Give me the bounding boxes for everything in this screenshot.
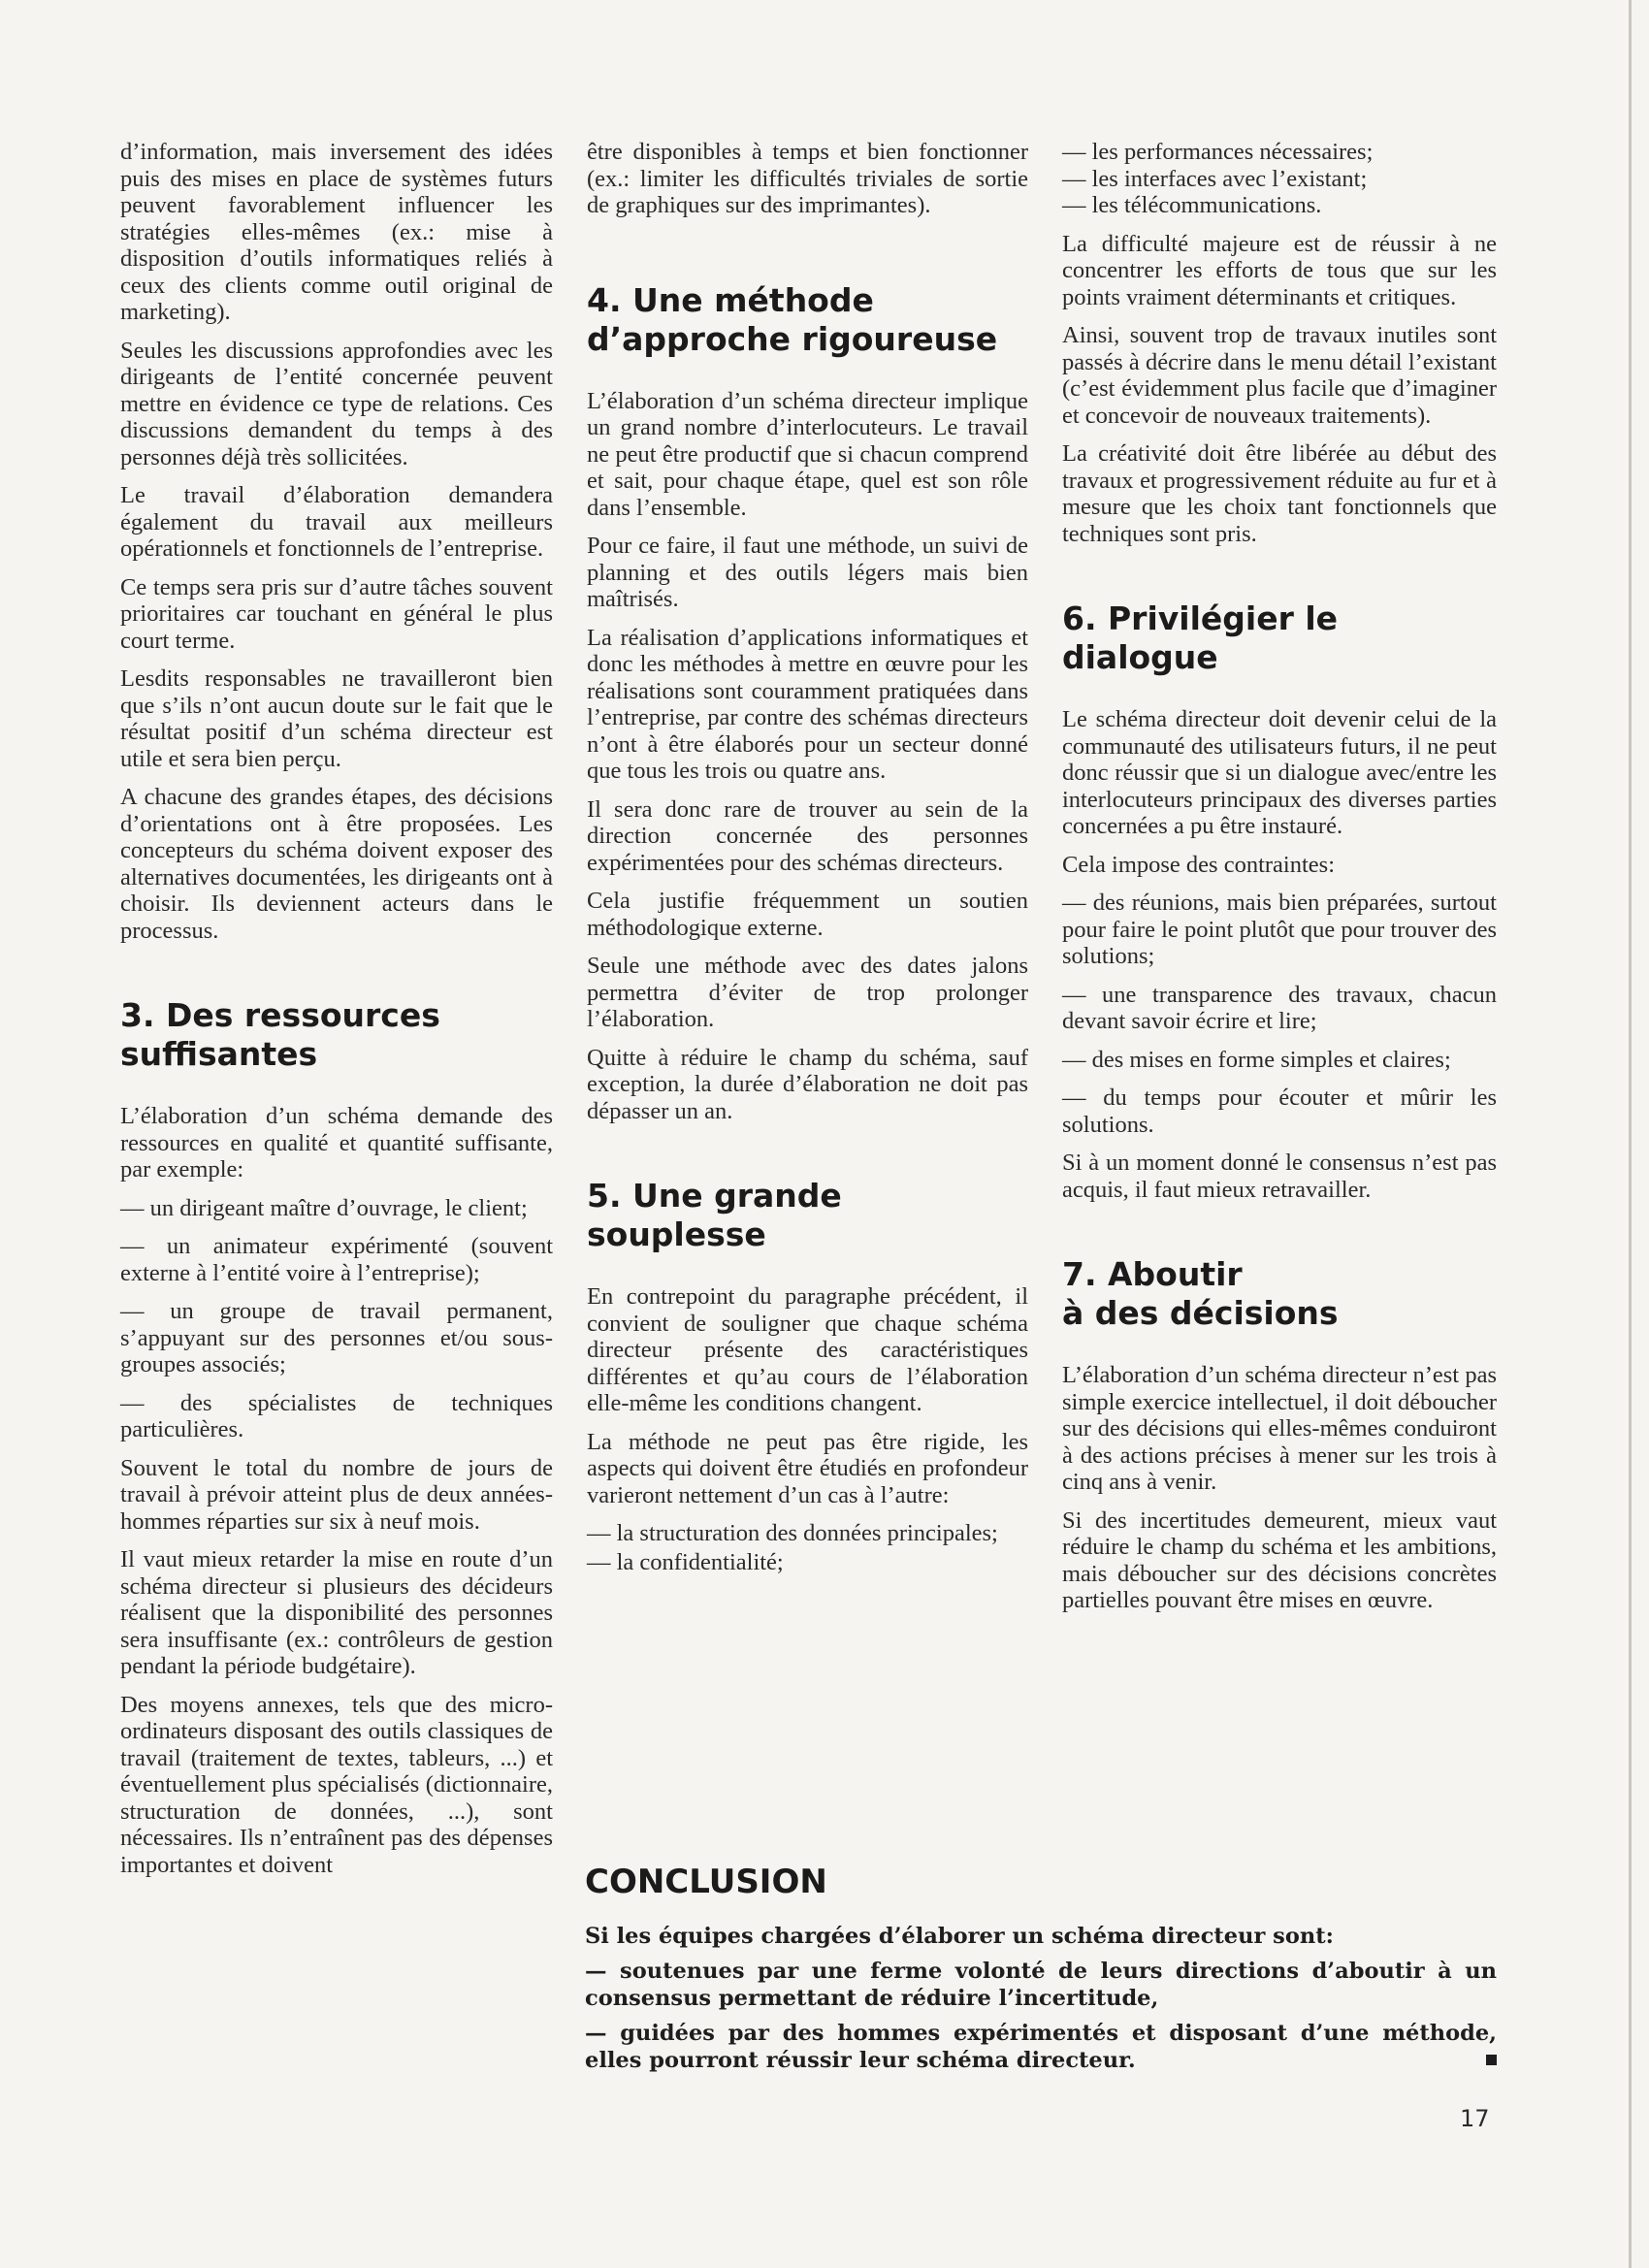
paragraph: La difficulté majeure est de réussir à ne concentrer les efforts de tous que sur les points vraiment déterminants et critiques. (1062, 230, 1497, 310)
conclusion-paragraph: Si les équipes chargées d’élaborer un schéma directeur sont: (585, 1924, 1334, 1949)
conclusion-title: CONCLUSION (585, 1863, 827, 1901)
paragraph: La méthode ne peut pas être rigide, les aspects qui doivent être étudiés en profondeur varieront nettement d’un cas à l’autre: (587, 1428, 1028, 1508)
heading-line: d’approche rigoureuse (587, 319, 998, 358)
heading-line: 6. Privilégier le dialogue (1062, 599, 1339, 676)
list-item: — des spécialistes de techniques particulières. (120, 1389, 553, 1442)
heading-line: 4. Une méthode (587, 280, 874, 319)
list-item: — des mises en forme simples et claires; (1062, 1046, 1451, 1073)
section-heading-6 (1062, 599, 1497, 677)
heading-line: 5. Une grande (587, 1177, 842, 1215)
list-item: — un groupe de travail permanent, s’appuyant sur des personnes et/ou sous-groupes associés; (120, 1298, 553, 1377)
paragraph: En contrepoint du paragraphe précédent, il convient de souligner que chaque schéma directeur présente des caractéristiques différentes et qu’au cours de l’élaboration elle-même les conditions changent. (587, 1283, 1028, 1416)
heading-line: à des décisions (1062, 1294, 1339, 1332)
paragraph: Le travail d’élaboration demandera également du travail aux meilleurs opérationnels et fonctionnels de l’entreprise. (120, 482, 553, 562)
conclusion-paragraph (585, 2020, 1497, 2074)
paragraph: Si à un moment donné le consensus n’est pas acquis, il faut mieux retravailler. (1062, 1150, 1497, 1203)
section-heading-7 (1062, 1255, 1497, 1333)
paragraph: Cela justifie fréquemment un soutien méthodologique externe. (587, 888, 1028, 941)
section-heading-3 (120, 996, 553, 1074)
paragraph: Seule une méthode avec des dates jalons permettra d’éviter de trop prolonger l’élaboration. (587, 953, 1028, 1032)
heading-line: souplesse (587, 1215, 766, 1253)
list-item: — un dirigeant maître d’ouvrage, le client; (120, 1194, 528, 1221)
paragraph: Pour ce faire, il faut une méthode, un suivi de planning et des outils légers mais bien maîtrisés. (587, 533, 1028, 612)
list-item: — la structuration des données principales; (587, 1520, 998, 1546)
paragraph: d’information, mais inversement des idées puis des mises en place de systèmes futurs peuvent favorablement influencer les stratégies elles-mêmes (ex.: mise à disposition d’outils informatiques reliés à ceux des clients comme outil original de marketing). (120, 139, 553, 325)
list-item: — du temps pour écouter et mûrir les solutions. (1062, 1085, 1497, 1138)
list-item: — des réunions, mais bien préparées, surtout pour faire le point plutôt que pour trouver des solutions; (1062, 890, 1497, 969)
heading-line: 3. Des ressources (120, 996, 440, 1034)
paragraph: La réalisation d’applications informatiques et donc les méthodes à mettre en œuvre pour les réalisations sont couramment pratiquées dans l’entreprise, par contre des schémas directeurs n’ont à être élaborés pour un secteur donné que tous les trois ou quatre ans. (587, 624, 1028, 784)
list-item: — la confidentialité; (587, 1548, 784, 1575)
column-1 (120, 139, 553, 1890)
paragraph: Ce temps sera pris sur d’autre tâches souvent prioritaires car touchant en général le plus court terme. (120, 573, 553, 654)
heading-line: 7. Aboutir (1062, 1255, 1243, 1293)
paragraph: L’élaboration d’un schéma demande des ressources en qualité et quantité suffisante, par exemple: (120, 1103, 553, 1183)
section-heading-5 (587, 1177, 1028, 1254)
paragraph: La créativité doit être libérée au début des travaux et progressivement réduite au fur et à mesure que les choix tant fonctionnels que techniques sont pris. (1062, 440, 1497, 547)
page-edge (1629, 0, 1632, 2268)
column-3 (1062, 139, 1497, 1626)
page-number: 17 (1460, 2105, 1490, 2132)
list-item: — les interfaces avec l’existant; (1062, 165, 1368, 192)
paragraph: Il vaut mieux retarder la mise en route d’un schéma directeur si plusieurs des décideurs réalisent que la disponibilité des personnes sera insuffisante (ex.: contrôleurs de gestion pendant la période budgétaire). (120, 1546, 553, 1679)
paragraph: Seules les discussions approfondies avec les dirigeants de l’entité concernée peuvent mettre en évidence ce type de relations. Ces discussions demandent du temps à des personnes déjà très sollicitées. (120, 337, 553, 470)
paragraph: Cela impose des contraintes: (1062, 851, 1335, 878)
paragraph: Il sera donc rare de trouver au sein de la direction concernée des personnes expérimentées pour des schémas directeurs. (587, 795, 1028, 876)
paragraph: Des moyens annexes, tels que des micro-ordinateurs disposant des outils classiques de travail (traitement de textes, tableurs, ...) et éventuellement plus spécialisés (dictionnaire, structuration de données, ...), sont nécessaires. Ils n’entraînent pas des dépenses importantes et doivent (120, 1691, 553, 1878)
paragraph: Le schéma directeur doit devenir celui de la communauté des utilisateurs futurs, il ne peut donc réussir que si un dialogue avec/entre les interlocuteurs principaux des diverses parties concernées a pu être instauré. (1062, 706, 1497, 839)
paragraph: A chacune des grandes étapes, des décisions d’orientations ont à être proposées. Les concepteurs du schéma doivent exposer des alternatives documentées, les dirigeants ont à choisir. Ils deviennent acteurs dans le processus. (120, 784, 553, 944)
end-square-icon (1486, 2055, 1497, 2065)
list-item: — un animateur expérimenté (souvent externe à l’entité voire à l’entreprise); (120, 1233, 553, 1286)
column-2 (587, 139, 1028, 1587)
paragraph: L’élaboration d’un schéma directeur implique un grand nombre d’interlocuteurs. Le travail ne peut être productif que si chacun comprend et sait, pour chaque étape, quel est son rôle dans l’ensemble. (587, 387, 1028, 521)
paragraph: Lesdits responsables ne travailleront bien que s’ils n’ont aucun doute sur le fait que le résultat positif d’un schéma directeur est utile et sera bien perçu. (120, 665, 553, 772)
conclusion-block (585, 1863, 1497, 2082)
paragraph: L’élaboration d’un schéma directeur n’est pas simple exercice intellectuel, il doit déboucher sur des décisions qui elles-mêmes conduiront à des actions précises à mener sur les trois à cinq ans à venir. (1062, 1362, 1497, 1495)
heading-line: suffisantes (120, 1035, 318, 1073)
conclusion-text: — guidées par des hommes expérimentés et disposant d’une méthode, elles pourront réussir leur schéma directeur. (585, 2021, 1497, 2073)
section-heading-4 (587, 281, 1028, 359)
conclusion-paragraph: — soutenues par une ferme volonté de leurs directions d’aboutir à un consensus permettant de réduire l’incertitude, (585, 1959, 1497, 2011)
paragraph: Ainsi, souvent trop de travaux inutiles sont passés à décrire dans le menu détail l’existant (c’est évidemment plus facile que d’imaginer et concevoir de nouveaux traitements). (1062, 322, 1497, 429)
list-item: — les performances nécessaires; (1062, 139, 1374, 165)
paragraph: Si des incertitudes demeurent, mieux vaut réduire le champ du schéma et les ambitions, mais déboucher sur des décisions concrètes partielles pouvant être mises en œuvre. (1062, 1507, 1497, 1613)
list-item: — une transparence des travaux, chacun devant savoir écrire et lire; (1062, 981, 1497, 1034)
list-item: — les télécommunications. (1062, 192, 1322, 218)
paragraph: être disponibles à temps et bien fonctionner (ex.: limiter les difficultés triviales de sortie de graphiques sur des imprimantes). (587, 139, 1028, 218)
paragraph: Souvent le total du nombre de jours de travail à prévoir atteint plus de deux années-hommes réparties sur six à neuf mois. (120, 1454, 553, 1535)
paragraph: Quitte à réduire le champ du schéma, sauf exception, la durée d’élaboration ne doit pas dépasser un an. (587, 1044, 1028, 1124)
